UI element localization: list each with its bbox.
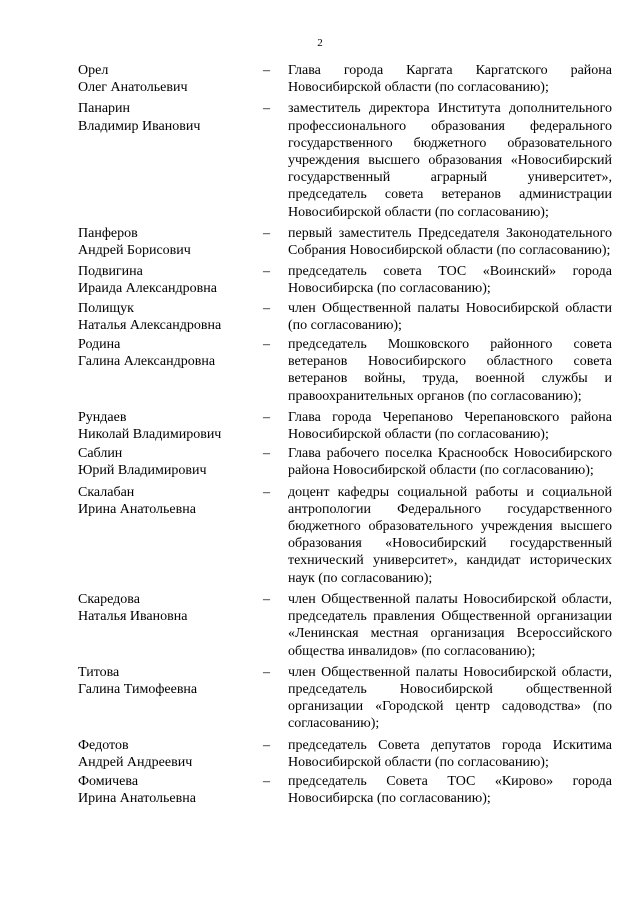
- member-name: [78, 225, 263, 259]
- given-names: Олег Анатольевич: [78, 80, 188, 96]
- member-role: член Общественной палаты Новосибирской области, председатель Новосибирской общественной организации «Городской центр садоводства» (по согласованию);: [288, 664, 612, 732]
- surname: Рундаев: [78, 409, 127, 425]
- given-names: Галина Александровна: [78, 354, 216, 370]
- given-names: Владимир Иванович: [78, 118, 201, 134]
- member-name: [78, 336, 263, 405]
- member-name: [78, 100, 263, 220]
- member-name: [78, 737, 263, 771]
- member-role: заместитель директора Института дополнительного профессионального образования федерального государственного бюджетного образовательного учреждения высшего образования «Новосибирский государственный аграрный университет», председатель совета ветеранов администрации Новосибирской области (по согласованию);: [288, 101, 612, 220]
- member-role: член Общественной палаты Новосибирской области, председатель правления Общественной организации «Ленинская местная организация Всероссийского общества инвалидов» (по согласованию);: [288, 591, 612, 659]
- given-names: Наталья Александровна: [78, 317, 222, 333]
- member-name: [78, 263, 263, 297]
- dash: –: [263, 300, 270, 316]
- member-role: Глава рабочего поселка Краснообск Новосибирского района Новосибирской области (по согласованию);: [288, 446, 612, 479]
- surname: Федотов: [78, 737, 129, 753]
- member-role: председатель Мошковского районного совета ветеранов Новосибирского областного совета ветеранов войны, труда, военной службы и правоохранительных органов (по согласованию);: [288, 337, 612, 404]
- member-role: первый заместитель Председателя Законодательного Собрания Новосибирской области (по согласованию);: [288, 225, 612, 259]
- member-role: председатель совета ТОС «Воинский» города Новосибирска (по согласованию);: [288, 264, 612, 297]
- dash: –: [263, 664, 270, 680]
- dash: –: [263, 101, 270, 117]
- list-item: [78, 300, 612, 334]
- dash: –: [263, 446, 270, 462]
- surname: Панарин: [78, 101, 131, 117]
- member-role: Глава города Черепаново Черепановского района Новосибирской области (по согласованию);: [288, 409, 612, 443]
- surname: Саблин: [78, 446, 123, 462]
- member-name: [78, 484, 263, 587]
- surname: Скаредова: [78, 591, 140, 607]
- list-item: [78, 591, 612, 660]
- list-item: [78, 445, 612, 479]
- member-name: [78, 445, 263, 479]
- list-item: [78, 773, 612, 807]
- list-item: [78, 336, 612, 405]
- given-names: Андрей Борисович: [78, 243, 191, 259]
- surname: Подвигина: [78, 264, 143, 280]
- member-name: [78, 62, 263, 96]
- surname: Полищук: [78, 300, 134, 316]
- list-item: [78, 409, 612, 443]
- list-item: [78, 737, 612, 771]
- dash: –: [263, 264, 270, 280]
- member-name: [78, 300, 263, 334]
- dash: –: [263, 337, 270, 353]
- member-list: [78, 62, 612, 811]
- dash: –: [263, 225, 270, 241]
- dash: –: [263, 409, 270, 425]
- given-names: Ирина Анатольевна: [78, 791, 196, 807]
- member-name: [78, 773, 263, 807]
- member-name: [78, 409, 263, 443]
- surname: Родина: [78, 337, 121, 353]
- dash: –: [263, 484, 270, 500]
- dash: –: [263, 63, 270, 78]
- page-number: 2: [317, 37, 323, 49]
- list-item: [78, 100, 612, 220]
- surname: Титова: [78, 664, 120, 680]
- member-role: доцент кафедры социальной работы и социальной антропологии Федерального государственного бюджетного образовательного учреждения высшего образования «Новосибирский государственный технический университет», кандидат исторических наук (по согласованию);: [288, 484, 612, 586]
- list-item: [78, 62, 612, 96]
- dash: –: [263, 591, 270, 607]
- given-names: Галина Тимофеевна: [78, 681, 198, 697]
- dash: –: [263, 737, 270, 753]
- member-role: Глава города Каргата Каргатского района Новосибирской области (по согласованию);: [288, 63, 612, 96]
- surname: Орел: [78, 63, 109, 78]
- surname: Панферов: [78, 225, 138, 241]
- given-names: Андрей Андреевич: [78, 754, 193, 770]
- member-role: председатель Совета депутатов города Искитима Новосибирской области (по согласованию);: [288, 737, 612, 770]
- list-item: [78, 484, 612, 587]
- member-name: [78, 591, 263, 660]
- given-names: Ирина Анатольевна: [78, 501, 196, 517]
- given-names: Ираида Александровна: [78, 281, 217, 297]
- dash: –: [263, 773, 270, 789]
- surname: Скалабан: [78, 484, 135, 500]
- list-item: [78, 664, 612, 733]
- given-names: Юрий Владимирович: [78, 463, 207, 479]
- member-name: [78, 664, 263, 733]
- surname: Фомичева: [78, 773, 139, 789]
- member-role: член Общественной палаты Новосибирской области (по согласованию);: [288, 300, 612, 333]
- list-item: [78, 225, 612, 259]
- given-names: Николай Владимирович: [78, 427, 222, 443]
- given-names: Наталья Ивановна: [78, 609, 188, 625]
- list-item: [78, 263, 612, 297]
- member-role: председатель Совета ТОС «Кирово» города Новосибирска (по согласованию);: [288, 773, 612, 807]
